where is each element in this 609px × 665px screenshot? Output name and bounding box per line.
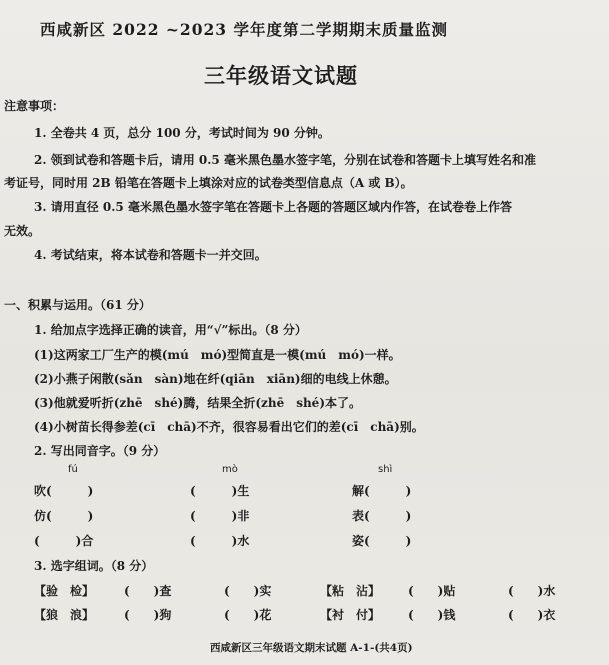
word-choice-cell: ( )水 xyxy=(508,584,556,598)
word-choice-cell: ( )狗 xyxy=(124,608,172,622)
homophone-cell: ( )水 xyxy=(190,534,250,548)
homophone-cell: 姿( ) xyxy=(352,534,412,548)
pinyin-label: mò xyxy=(222,464,238,475)
pinyin-label: shì xyxy=(378,464,393,475)
homophone-cell: ( )合 xyxy=(34,534,94,548)
word-choice-cell: ( )钱 xyxy=(408,608,456,622)
word-choice-cell: 【狼 浪】 xyxy=(34,608,95,622)
homophone-cell: ( )生 xyxy=(190,484,250,498)
notes-heading: 注意事项： xyxy=(4,99,65,113)
question-line: (4)小树苗长得参差(cī chā)不齐，很容易看出它们的差(cī chā)别。 xyxy=(34,420,424,434)
word-choice-cell: 【衬 付】 xyxy=(320,608,381,622)
question-line: (2)小燕子闲散(sǎn sàn)地在纤(qiān xiān)细的电线上休憩。 xyxy=(34,372,397,386)
word-choice-cell: ( )贴 xyxy=(408,584,456,598)
question-prompt: 1. 给加点字选择正确的读音，用“√”标出。（8 分） xyxy=(34,323,307,337)
note-item: 2. 领到试卷和答题卡后，请用 0.5 毫米黑色墨水签字笔，分别在试卷和答题卡上填写姓名和准 xyxy=(34,153,536,167)
question-line: (1)这两家工厂生产的模(mú mó)型简直是一模(mú mó)一样。 xyxy=(34,348,401,362)
homophone-cell: ( )非 xyxy=(190,509,250,523)
question-prompt: 3. 选字组词。（8 分） xyxy=(34,559,154,573)
homophone-cell: 表( ) xyxy=(352,509,412,523)
question-prompt: 2. 写出同音字。（9 分） xyxy=(34,444,166,458)
note-item: 考证号，同时用 2B 铅笔在答题卡上填涂对应的试卷类型信息点（A 或 B）。 xyxy=(4,176,413,190)
homophone-cell: 仿( ) xyxy=(34,509,94,523)
homophone-cell: 吹( ) xyxy=(34,484,94,498)
word-choice-cell: 【粘 沾】 xyxy=(320,584,381,598)
note-item: 无效。 xyxy=(4,224,41,238)
exam-title: 西咸新区 2022 ~2023 学年度第二学期期末质量监测 xyxy=(40,20,448,39)
pinyin-label: fú xyxy=(68,464,78,475)
word-choice-cell: 【验 检】 xyxy=(34,584,95,598)
page-footer: 西咸新区三年级语文期末试题 A-1-(共4页) xyxy=(210,642,413,654)
word-choice-cell: ( )实 xyxy=(224,584,272,598)
paper-title: 三年级语文试题 xyxy=(204,63,358,88)
note-item: 3. 请用直径 0.5 毫米黑色墨水签字笔在答题卡上各题的答题区域内作答，在试卷卷上作答 xyxy=(34,200,512,214)
word-choice-cell: ( )衣 xyxy=(508,608,556,622)
homophone-cell: 解( ) xyxy=(352,484,412,498)
question-line: (3)他就爱听折(zhē shé)腾，结果全折(zhē shé)本了。 xyxy=(34,396,361,410)
word-choice-cell: ( )花 xyxy=(224,608,272,622)
section-heading: 一、积累与运用。（61 分） xyxy=(4,298,151,312)
note-item: 1. 全卷共 4 页，总分 100 分，考试时间为 90 分钟。 xyxy=(34,126,330,140)
word-choice-cell: ( )查 xyxy=(124,584,172,598)
note-item: 4. 考试结束，将本试卷和答题卡一并交回。 xyxy=(34,248,267,262)
